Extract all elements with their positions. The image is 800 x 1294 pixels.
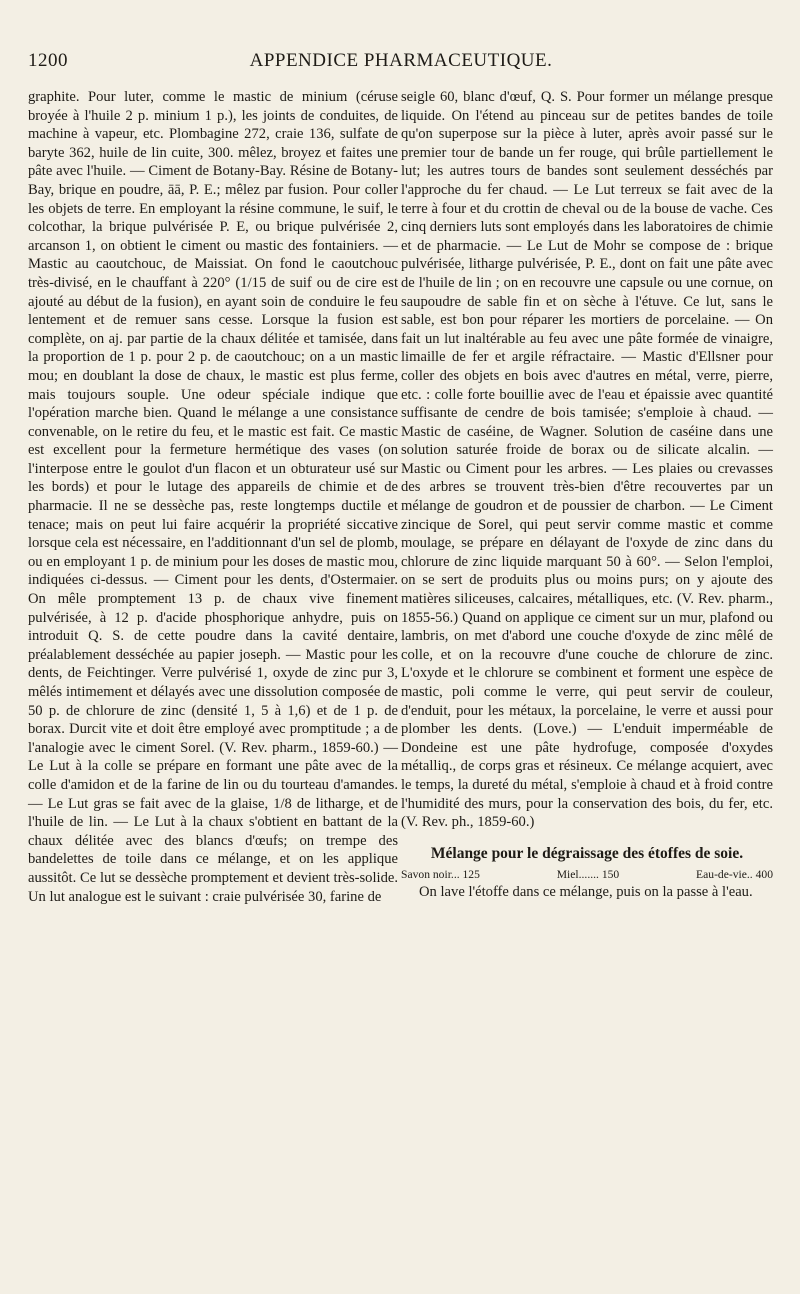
- right-column: [401, 88, 773, 901]
- left-column-text: graphite. Pour luter, comme le mastic de minium (céruse broyée à l'huile 2 p. minium 1 p.), les joints de conduites, de machine à vapeur, etc. Plombagine 272, craie 136, sulfate de baryte 362, huile de lin cuite, 300. mêlez, broyez et faites une pâte avec l'huile. — Ciment de Botany-Bay. Résine de Botany-Bay, brique en poudre, āā, P. E.; mêlez par fusion. Pour coller les objets de terre. En employant la résine commune, le suif, le colcothar, la brique pulvérisée P. E, ou brique pulvérisée 2, arcanson 1, on obtient le ciment ou mastic des fontainiers. — Mastic au caoutchouc, de Maissiat. On fond le caoutchouc très-divisé, en le chauffant à 220° (1/15 de suif ou de cire est ajouté au début de la fusion), en ayant soin de conduire le feu lentement et de remuer sans cesse. Lorsque la fusion est complète, on aj. par partie de la chaux délitée et tamisée, dans la proportion de 1 p. pour 2 p. de caoutchouc; on a un mastic mou; en doublant la dose de chaux, le mastic est plus ferme, mais toujours souple. Une odeur spéciale indique que l'opération marche bien. Quand le mélange a une consistance convenable, on le retire du feu, et le mastic est fait. Ce mastic est excellent pour la fermeture hermétique des vases (on l'interpose entre le goulot d'un flacon et un obturateur usé sur les bords) et pour le lutage des appareils de chimie et de pharmacie. Il ne se dessèche pas, reste longtemps ductile et tenace; mais on peut lui faire acquérir la propriété siccative lorsque cela est nécessaire, en l'additionnant d'un sel de plomb, ou en employant 1 p. de minium pour les doses de mastic mou, indiquées ci-dessus. — Ciment pour les dents, d'Ostermaier. On mêle promptement 13 p. de chaux vive finement pulvérisée, à 12 p. d'acide phosphorique anhydre, puis on introduit Q. S. de cette poudre dans la cavité dentaire, préalablement desséchée au papier joseph. — Mastic pour les dents, de Feichtinger. Verre pulvérisé 1, oxyde de zinc pur 3, mêlés intimement et délayés avec une dissolution composée de 50 p. de chlorure de zinc (densité 1, 5 à 1,6) et de 1 p. de borax. Durcit vite et doit être employé avec promptitude ; a de l'analogie avec le ciment Sorel. (V. Rev. pharm., 1859-60.) — Le Lut à la colle se prépare en formant une pâte avec de la colle d'amidon et de la farine de lin ou du tourteau d'amandes. — Le Lut gras se fait avec de la glaise, 1/8 de litharge, et de l'huile de lin. — Le Lut à la chaux s'obtient en battant de la chaux délitée avec des blancs d'œufs; on trempe des bandelettes de toile dans ce mélange, et on les applique aussitôt. Ce lut se dessèche promptement et devient très-solide. Un lut analogue est le suivant : craie pulvérisée 30, farine de: [28, 89, 398, 905]
- ingredient-list: [401, 867, 773, 883]
- running-title: APPENDICE PHARMACEUTIQUE.: [249, 50, 553, 71]
- right-column-text: seigle 60, blanc d'œuf, Q. S. Pour former un mélange presque liquide. On l'étend au pinceau sur de petites bandes de toile qu'on superpose sur la pièce à luter, après avoir passé sur le premier tour de bande un fer rouge, qui brûle partiellement le lut; les autres tours de bandes sont seulement desséchés par l'approche du fer chaud. — Le Lut terreux se fait avec de la terre à four et du crottin de cheval ou de la bouse de vache. Ces cinq derniers luts sont employés dans les laboratoires de chimie et de pharmacie. — Le Lut de Mohr se compose de : brique pulvérisée, litharge pulvérisée, P. E., dont on fait une pâte avec de l'huile de lin ; on en recouvre une capsule ou une cornue, on saupoudre de sable fin et on sèche à l'étuve. Ce lut, sans le sable, est bon pour réparer les mortiers de porcelaine. — On fait un lut inaltérable au feu avec une pâte formée de vinaigre, limaille de fer et argile réfractaire. — Mastic d'Ellsner pour coller des objets en bois avec d'autres en métal, verre, pierre, etc. : colle forte bouillie avec de l'eau et épaissie avec quantité suffisante de cendre de bois tamisée; s'emploie à chaud. — Mastic de caséine, de Wagner. Solution de caséine dans une solution saturée froide de borax ou de silicate alcalin. — Mastic ou Ciment pour les arbres. — Les plaies ou crevasses des arbres se trouvent très-bien d'être recouvertes par un mélange de goudron et de poussier de charbon. — Le Ciment zincique de Sorel, qui peut servir comme mastic et comme moulage, se prépare en délayant de l'oxyde de zinc dans du chlorure de zinc liquide marquant 50 à 60°. — Selon l'emploi, on se sert de produits plus ou moins purs; on y ajoute des matières siliceuses, calcaires, métalliques, etc. (V. Rev. pharm., 1855-56.) Quand on applique ce ciment sur un mur, plafond ou lambris, on met d'abord une couche d'oxyde de zinc mêlé de colle, et on la recouvre d'une couche de chlorure de zinc. L'oxyde et le chlorure se combinent et forment une espèce de mastic, poli comme le verre, qui peut servir de couleur, d'enduit, pour les métaux, la porcelaine, le verre et aussi pour plomber les dents. (Love.) — L'enduit imperméable de Dondeine est une pâte hydrofuge, composée d'oxydes métalliq., de corps gras et résineux. Ce mélange acquiert, avec le temps, la dureté du métal, s'emploie à chaud et à froid contre l'humidité des murs, pour la conservation des bois, du fer, etc. (V. Rev. ph., 1859-60.): [401, 89, 773, 831]
- ingredient-item: Savon noir... 125: [401, 867, 480, 881]
- page-header: [28, 50, 774, 76]
- ingredient-item: Eau-de-vie.. 400: [696, 867, 773, 881]
- page-number: 1200: [28, 50, 68, 71]
- left-column: [28, 88, 398, 906]
- instruction-text: On lave l'étoffe dans ce mélange, puis on la passe à l'eau.: [419, 883, 753, 900]
- section-heading: Mélange pour le dégraissage des étoffes de soie.: [430, 844, 744, 862]
- ingredient-item: Miel....... 150: [556, 867, 620, 881]
